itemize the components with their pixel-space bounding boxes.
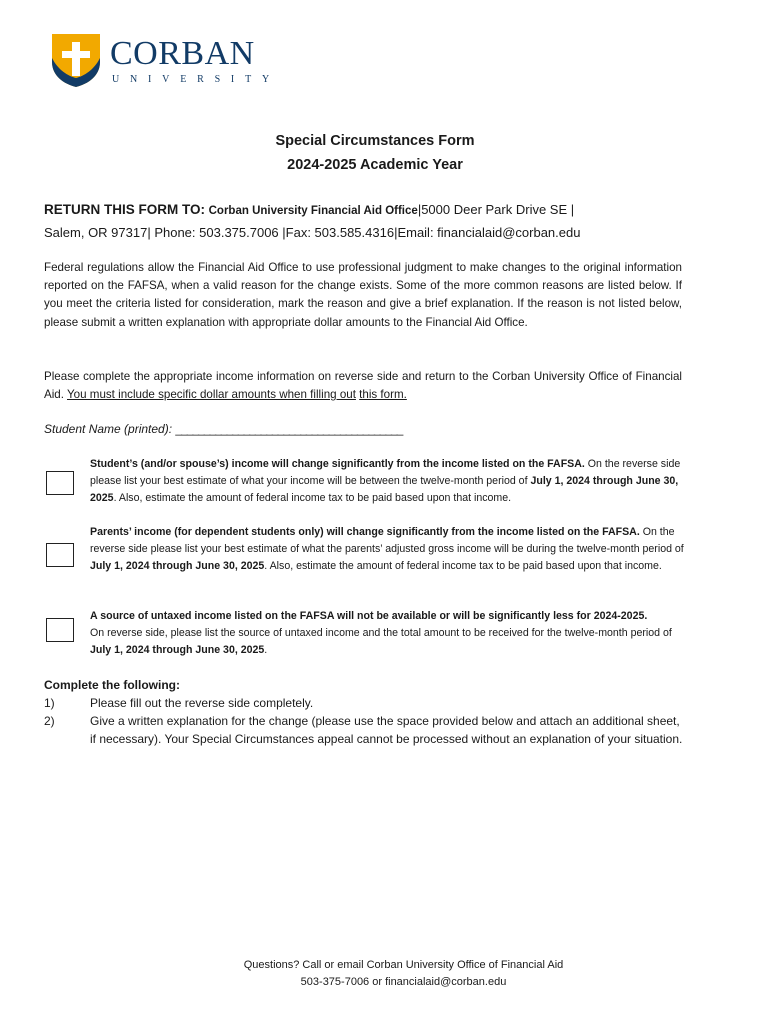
option-3-text: On reverse side, please list the source of untaxed income and the total amount to be received for the twelve-month period of: [90, 626, 672, 639]
address-line-1: |5000 Deer Park Drive SE |: [417, 202, 575, 217]
logo-wordmark: CORBAN: [110, 35, 255, 72]
footer-questions: Questions? Call or email Corban University Office of Financial Aid: [243, 959, 564, 971]
list-item-text: Please fill out the reverse side completely.: [90, 696, 314, 710]
return-lead: RETURN THIS FORM TO:: [44, 202, 205, 217]
option-1-period: July 1, 2024 through June 30, 2025: [90, 474, 679, 504]
option-2-period: July 1, 2024 through June 30, 2025: [90, 559, 265, 572]
list-item-text: Give a written explanation for the change (please use the space provided below and attach an additional sheet, if necessary). Your Special Circumstances appeal cannot be processed without an explanation of your situation.: [90, 714, 683, 746]
instructions-text: Please complete the appropriate income information on reverse side and return to the Corban University Office of Financial Aid.: [44, 370, 682, 402]
corban-logo: [50, 32, 280, 88]
form-title: Special Circumstances Form: [275, 133, 475, 149]
option-student-income: [90, 456, 684, 506]
return-address-block: [44, 199, 724, 244]
checkbox-parent-income[interactable]: [46, 543, 74, 567]
student-name-line[interactable]: ________________________________________: [175, 422, 403, 436]
list-item: [44, 712, 684, 748]
list-item-number: 1): [44, 696, 55, 710]
option-3-period: July 1, 2024 through June 30, 2025: [90, 643, 265, 656]
form-year: 2024-2025 Academic Year: [287, 157, 463, 173]
student-name-label: Student Name (printed):: [44, 422, 176, 436]
option-parent-income: [90, 524, 684, 574]
list-item: [44, 694, 684, 712]
complete-section: [44, 676, 684, 748]
option-3-text-end: .: [264, 643, 268, 656]
option-1-text-end: . Also, estimate the amount of federal income tax to be paid based upon that income.: [113, 491, 512, 504]
office-name: Corban University Financial Aid Office: [208, 205, 418, 217]
option-1-heading: Student’s (and/or spouse’s) income will change significantly from the income listed on the FAFSA.: [90, 458, 585, 470]
shield-cross-icon: [50, 32, 102, 88]
address-line-2: Salem, OR 97317| Phone: 503.375.7006 |Fax: 503.585.4316|Email: financialaid@corban.edu: [44, 225, 581, 240]
option-2-text-end: . Also, estimate the amount of federal income tax to be paid based upon that income.: [264, 559, 662, 572]
option-2-heading: Parents’ income (for dependent students only) will change significantly from the income listed on the FAFSA.: [90, 526, 640, 538]
instructions-underlined: You must include specific dollar amounts when filling out: [67, 388, 356, 402]
logo-subtitle: UNIVERSITY: [112, 74, 280, 85]
instructions-paragraph: [44, 368, 682, 404]
option-untaxed-income: [90, 608, 684, 658]
student-name-field[interactable]: [44, 422, 402, 436]
checkbox-untaxed-income[interactable]: [46, 618, 74, 642]
list-item-number: 2): [44, 714, 55, 728]
option-2-text: On the reverse side please list your best estimate of what the parents’ adjusted gross income will be during the twelve-month period of: [90, 526, 684, 555]
option-3-heading: A source of untaxed income listed on the FAFSA will not be available or will be significantly less for 2024-2025.: [90, 610, 648, 622]
complete-heading: Complete the following:: [44, 678, 180, 692]
regulations-paragraph: Federal regulations allow the Financial Aid Office to use professional judgment to make changes to the original information reported on the FAFSA, when a valid reason for the change exists. Some of the more common reasons are listed below. If you meet the criteria listed for consideration, mark the reason and give a brief explanation. If the reason is not listed below, please submit a written explanation with appropriate dollar amounts to the Financial Aid Office.: [44, 261, 682, 329]
footer-contact: 503-375-7006 or financialaid@corban.edu: [300, 976, 507, 988]
option-1-text: On the reverse side please list your best estimate of what your income will be between the twelve-month period of: [90, 458, 681, 487]
instructions-underlined-2: this form.: [359, 388, 407, 402]
checkbox-student-income[interactable]: [46, 471, 74, 495]
